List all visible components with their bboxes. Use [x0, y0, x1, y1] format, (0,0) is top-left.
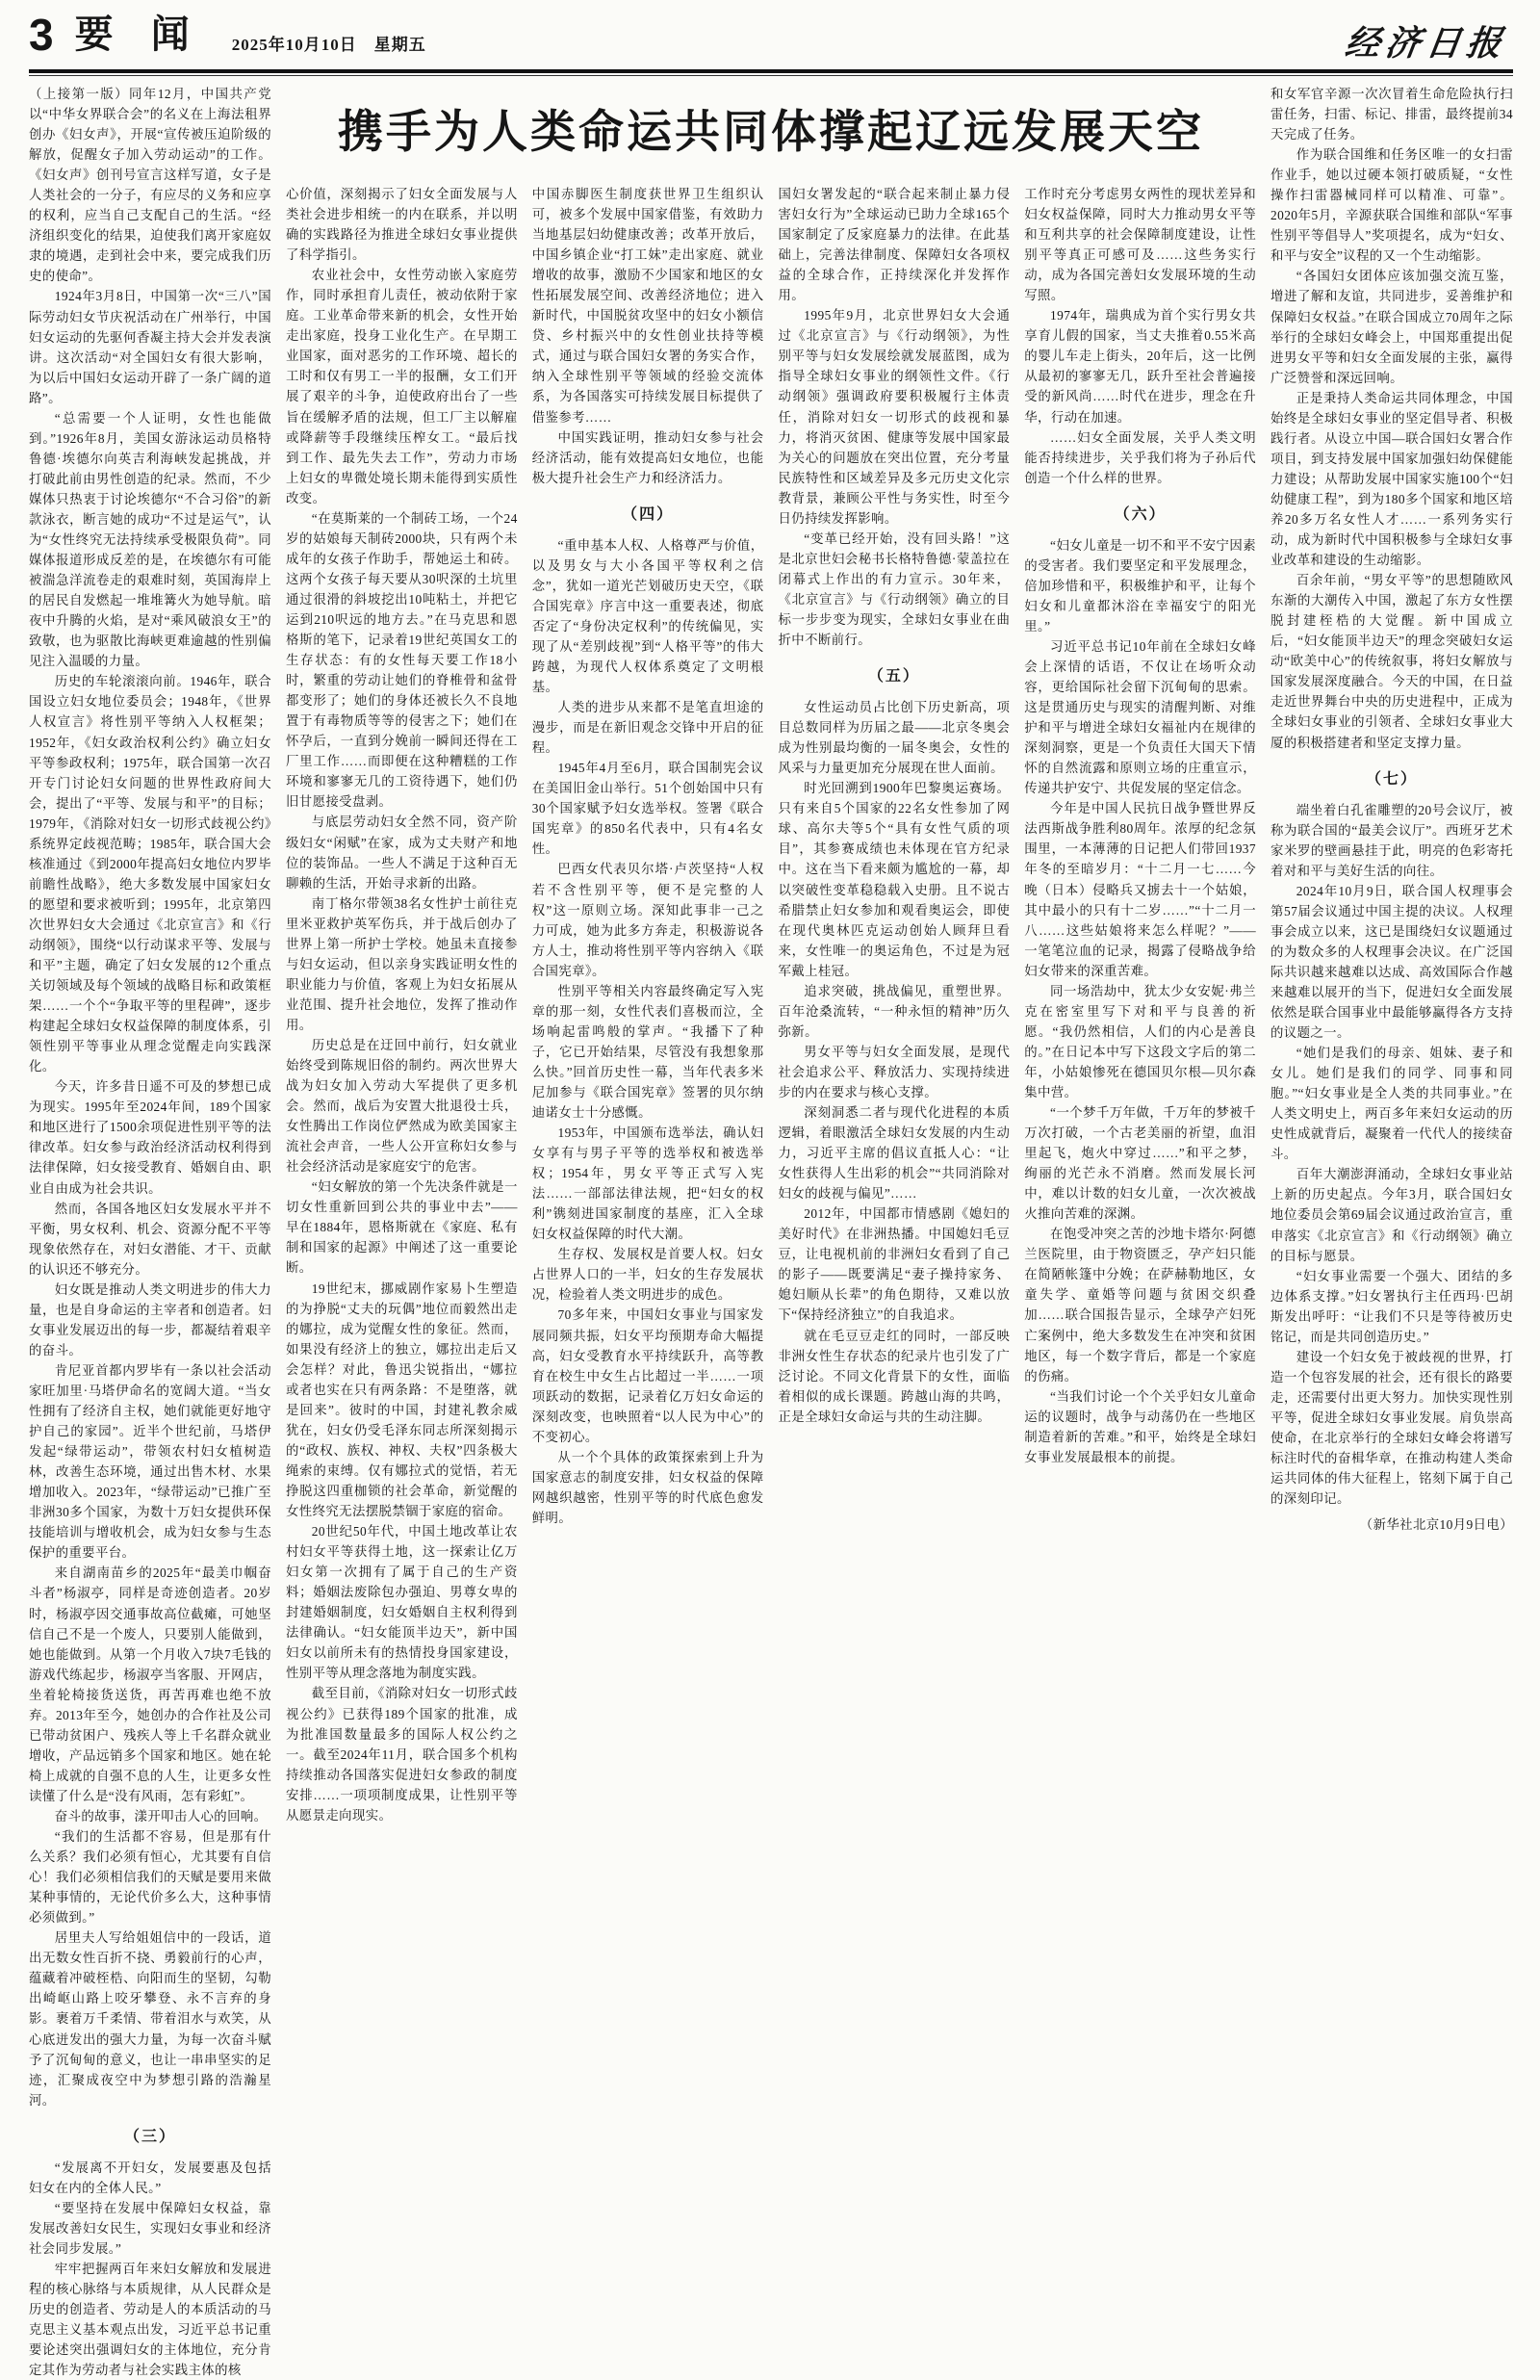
- paragraph: 生存权、发展权是首要人权。妇女占世界人口的一半，妇女的生存发展状况，检验着人类文明进步的成色。: [531, 1247, 764, 1303]
- page-number: 3: [29, 10, 54, 60]
- paragraph: “要坚持在发展中保障妇女权益，靠发展改善妇女民生，实现妇女事业和经济社会同步发展。”: [29, 2200, 271, 2256]
- paragraph: 然而，各国各地区妇女发展水平并不平衡，男女权利、机会、资源分配不平等现象依然存在，对妇女潜能、才干、贡献的认识还不够充分。: [29, 1201, 271, 1277]
- paragraph: 70多年来，中国妇女事业与国家发展同频共振，妇女平均预期寿命大幅提高，妇女受教育水平持续跃升，高等教育在校生中女生占比超过一半……一项项跃动的数据，记录着亿万妇女命运的深刻改变，也映照着“以人民为中心”的不变初心。: [531, 1307, 764, 1444]
- paragraph: 妇女既是推动人类文明进步的伟大力量，也是自身命运的主宰者和创造者。妇女事业发展迈出的每一步，都凝结着艰辛的奋斗。: [29, 1281, 271, 1358]
- paragraph: 来自湖南苗乡的2025年“最美巾帼奋斗者”杨淑亭，同样是奇迹创造者。20岁时，杨淑亭因交通事故高位截瘫，可她坚信自己不是一个废人，只要别人能做到，她也能做到。从第一个月收入7块7毛钱的游戏代练起步，杨淑亭当客服、开网店，坐着轮椅接货送货，再苦再难也绝不放弃。2013年至今，她创办的合作社及公司已带动贫困户、残疾人等上千名群众就业增收，产品远销多个国家和地区。她在轮椅上成就的自强不息的人生，让更多女性读懂了什么是“没有风雨，怎有彩虹”。: [29, 1565, 271, 1803]
- paragraph: 今天，许多昔日遥不可及的梦想已成为现实。1995年至2024年间，189个国家和地区进行了1500余项促进性别平等的法律改革。妇女参与政治经济活动权利得到法律保障，妇女接受教育、婚姻自由、职业自由成为社会共识。: [29, 1079, 271, 1196]
- section-marker: （六）: [1114, 505, 1167, 523]
- paragraph: （上接第一版）同年12月，中国共产党以“中华女界联合会”的名义在上海法租界创办《妇女声》，开展“宣传被压迫阶级的解放，促醒女子加入劳动运动”的工作。《妇女声》创刊号宣言这样写道，女子是人类社会的一分子，有应尽的义务和应享的权利，应当自己支配自己的生活。“经济组织变化的结果，迫使我们离开家庭奴隶的境遇，走到社会中来，要完成我们历史的使命”。: [29, 87, 271, 284]
- paragraph: 从一个个具体的政策探索到上升为国家意志的制度安排，妇女权益的保障网越织越密，性别平等的时代底色愈发鲜明。: [531, 1449, 764, 1525]
- main-headline: 携手为人类命运共同体撑起辽远发展天空: [338, 106, 1204, 157]
- paragraph: “各国妇女团体应该加强交流互鉴，增进了解和友谊，共同进步，妥善维护和保障妇女权益。”在联合国成立70周年之际举行的全球妇女峰会上，中国郑重提出促进男女平等和妇女全面发展的主张，赢得广泛赞誉和深远回响。: [1270, 269, 1513, 385]
- headline-and-columns: [286, 84, 1256, 2163]
- section-marker: （三）: [123, 2128, 176, 2145]
- paragraph: 国妇女署发起的“联合起来制止暴力侵害妇女行为”全球运动已助力全球165个国家制定了反家庭暴力的法律。在此基础上，完善法律制度、保障妇女各项权益的全球合作，正持续深化并发挥作用。: [778, 187, 1011, 303]
- article-body: [29, 84, 1513, 2378]
- paragraph: “妇女解放的第一个先决条件就是一切女性重新回到公共的事业中去”——早在1884年，恩格斯就在《家庭、私有制和国家的起源》中阐述了这一重要论断。: [286, 1179, 518, 1276]
- paragraph: 习近平总书记10年前在全球妇女峰会上深情的话语，不仅让在场听众动容，更给国际社会留下沉甸甸的思索。这是贯通历史与现实的清醒判断、对维护和平与增进全球妇女福祉内在规律的深刻洞察，更是一个负责任大国天下情怀的自然流露和原则立场的庄重宣示，传递共护安宁、共促发展的坚定信念。: [1024, 638, 1256, 796]
- paragraph: 正是秉持人类命运共同体理念，中国始终是全球妇女事业的坚定倡导者、积极践行者。从设立中国—联合国妇女署合作项目，到支持发展中国家加强妇幼保健能力建设；从帮助发展中国家实施100个“妇幼健康工程”，到为180多个国家和地区培养20多万名女性人才……一系列务实行动，成为新时代中国积极参与全球妇女事业改革和建设的生动缩影。: [1270, 390, 1513, 568]
- paragraph: 男女平等与妇女全面发展，是现代社会追求公平、释放活力、实现持续进步的内在要求与核心支撑。: [778, 1044, 1011, 1099]
- paragraph: 百年大潮澎湃涌动，全球妇女事业站上新的历史起点。今年3月，联合国妇女地位委员会第69届会议通过政治宣言，重申落实《北京宣言》和《行动纲领》确立的目标与愿景。: [1270, 1167, 1513, 1263]
- paragraph: 中国赤脚医生制度获世界卫生组织认可，被多个发展中国家借鉴，有效助力当地基层妇幼健康改善；改革开放后，中国乡镇企业“打工妹”走出家庭、就业增收的故事，激励不少国家和地区的女性拓展发展空间、改善经济地位；进入新时代，中国脱贫攻坚中的妇女小额信贷、乡村振兴中的女性创业扶持等模式，通过与联合国妇女署的务实合作，纳入全球性别平等领域的经验交流体系，为各国落实可持续发展目标提供了借鉴参考……: [531, 187, 764, 425]
- text-column-1: [29, 84, 271, 2378]
- paragraph: “重申基本人权、人格尊严与价值，以及男女与大小各国平等权利之信念”，犹如一道光芒划破历史天空，《联合国宪章》序言中这一重要表述，彻底否定了“身份决定权利”的传统偏见，实现了从“差别歧视”到“人格平等”的伟大跨越，为现代人权体系奠定了文明根基。: [531, 537, 764, 695]
- paragraph: 1953年，中国颁布选举法，确认妇女享有与男子平等的选举权和被选举权；1954年，男女平等正式写入宪法……一部部法律法规，把“妇女的权利”镌刻进国家制度的基座，汇入全球妇女权益保障的时代大潮。: [531, 1125, 764, 1242]
- paragraph: 女性运动员占比创下历史新高，项目总数同样为历届之最——北京冬奥会成为性别最均衡的一届冬奥会，女性的风采与力量更加充分展现在世人面前。: [778, 700, 1011, 776]
- paragraph: 农业社会中，女性劳动嵌入家庭劳作，同时承担育儿责任，被动依附于家庭。工业革命带来新的机会，女性开始走出家庭，投身工业化生产。在早期工业国家，面对恶劣的工作环境、超长的工时和仅有男工一半的报酬，女工们开展了艰辛的斗争，迫使政府出台了一些旨在缓解矛盾的法规，但工厂主以解雇或降薪等手段继续压榨女工。“最后找到工作、最先失去工作”，劳动力市场上妇女的卑微处境长期未能得到实质性改变。: [286, 268, 518, 505]
- text-column-6: [1270, 84, 1513, 2163]
- paragraph: 追求突破，挑战偏见，重塑世界。百年沧桑流转，“一种永恒的精神”历久弥新。: [778, 983, 1011, 1039]
- paragraph: “总需要一个人证明，女性也能做到。”1926年8月，美国女游泳运动员格特鲁德·埃德尔向英吉利海峡发起挑战，并打破此前由男性创造的纪录。然而，不少媒体只热衷于讨论埃德尔“不合习俗”的新款泳衣，断言她的成功“不过是运气”，认为“女性终究无法持续承受极限负荷”。同媒体报道形成反差的是，在埃德尔有可能被湍急洋流卷走的艰难时刻，英国海岸上的居民自发燃起一堆堆篝火为她导航。暗夜中升腾的火焰，是对“乘风破浪女王”的致敬，也为驱散比海峡更难逾越的性别偏见注入温暖的力量。: [29, 410, 271, 669]
- paragraph: “她们是我们的母亲、姐妹、妻子和女儿。她们是我们的同学、同事和同胞。”“妇女事业是全人类的共同事业。”在人类文明史上，两百多年来妇女运动的历史性成就背后，凝聚着一代代人的接续奋斗。: [1270, 1046, 1513, 1162]
- paragraph: 1995年9月，北京世界妇女大会通过《北京宣言》与《行动纲领》，为性别平等与妇女发展绘就发展蓝图，成为指导全球妇女事业的纲领性文件。《行动纲领》强调政府要积极履行主体责任，消除对妇女一切形式的歧视和暴力，将消灭贫困、健康等发展中国家最为关心的问题放在突出位置，充分考量民族特性和区域差异及多元历史文化宗教背景，兼顾公平性与务实性，时至今日仍持续发挥影响。: [778, 308, 1011, 526]
- section-marker: （四）: [622, 505, 675, 523]
- paragraph: 1974年，瑞典成为首个实行男女共享育儿假的国家，当丈夫推着0.55米高的婴儿车走上街头，20年后，这一比例从最初的寥寥无几，跃升至社会普遍接受的新风尚……时代在进步，理念在升华，行动在加速。: [1024, 308, 1256, 425]
- paragraph: 中国实践证明，推动妇女参与社会经济活动，能有效提高妇女地位，也能极大提升社会生产力和经济活力。: [531, 429, 764, 485]
- paragraph: 截至目前，《消除对妇女一切形式歧视公约》已获得189个国家的批准，成为批准国数量最多的国际人权公约之一。截至2024年11月，联合国多个机构持续推动各国落实促进妇女参政的制度安排……一项项制度成果，让性别平等从愿景走向现实。: [286, 1686, 518, 1823]
- paragraph: “我们的生活都不容易，但是那有什么关系？我们必须有恒心，尤其要有自信心！我们必须相信我们的天赋是要用来做某种事情的，无论代价多么大，这种事情必须做到。”: [29, 1829, 271, 1926]
- paragraph: 端坐着白孔雀雕塑的20号会议厅，被称为联合国的“最美会议厅”。西班牙艺术家米罗的壁画悬挂于此，明亮的色彩寄托着对和平与美好生活的向往。: [1270, 802, 1513, 878]
- paragraph: 时光回溯到1900年巴黎奥运赛场。只有来自5个国家的22名女性参加了网球、高尔夫等5个“具有女性气质的项目”，其参赛成绩也未体现在官方纪录中。这在当下看来颇为尴尬的一幕，却以突破性变革稳稳载入史册。且不说古希腊禁止妇女参加和观看奥运会，即使在现代奥林匹克运动创始人顾拜旦看来，女性唯一的奥运角色，不过是为冠军戴上桂冠。: [778, 781, 1011, 978]
- section-marker: （五）: [867, 668, 920, 686]
- paragraph: 百余年前，“男女平等”的思想随欧风东渐的大潮传入中国，激起了东方女性摆脱封建桎梏的大觉醒。新中国成立后，“妇女能顶半边天”的理念突破妇女运动“欧美中心”的传统叙事，将妇女解放与国家发展深度融合。今天的中国，在日益走近世界舞台中央的历史进程中，正成为全球妇女事业的引领者、全球妇女事业大厦的积极搭建者和坚定支撑力量。: [1270, 573, 1513, 750]
- paragraph: 同一场浩劫中，犹太少女安妮·弗兰克在密室里写下对和平与良善的祈愿。“我仍然相信，人们的内心是善良的。”在日记本中写下这段文字后的第二年，小姑娘惨死在德国贝尔根—贝尔森集中营。: [1024, 983, 1256, 1099]
- paragraph: 作为联合国维和任务区唯一的女扫雷作业手，她以过硬本领打破质疑，“女性操作扫雷器械同样可以精准、可靠”。2020年5月，辛源获联合国维和部队“军事性别平等倡导人”奖项提名，成为“妇女、和平与安全”议程的又一个生动缩影。: [1270, 147, 1513, 264]
- paragraph: “在莫斯莱的一个制砖工场，一个24岁的姑娘每天制砖2000块，只有两个未成年的女孩子作助手，帮她运土和砖。这两个女孩子每天要从30呎深的土坑里通过很滑的斜坡挖出10吨粘土，并把它运到210呎远的地方去。”在马克思和恩格斯的笔下，记录着19世纪英国女工的生存状态：有的女性每天要工作18小时，繁重的劳动让她们的脊椎骨和盆骨都变形了；她们的身体还被长久不良地置于有毒物质等等的侵害之下；她们在怀孕后，一直到分娩前一瞬间还得在工厂里工作……而即便在这种糟糕的工作环境和寥寥无几的工资待遇下，她们仍旧甘愿接受盘剥。: [286, 510, 518, 810]
- paragraph: 20世纪50年代，中国土地改革让农村妇女平等获得土地，这一探索让亿万妇女第一次拥有了属于自己的生产资料；婚姻法废除包办强迫、男尊女卑的封建婚姻制度，妇女婚姻自主权利得到法律确认。“妇女能顶半边天”，新中国妇女以前所未有的热情投身国家建设，性别平等从理念落地为制度实践。: [286, 1524, 518, 1681]
- date-line: 2025年10月10日 星期五: [231, 36, 426, 54]
- paragraph: 深刻洞悉二者与现代化进程的本质逻辑，着眼激活全球妇女发展的内生动力，习近平主席的倡议直抵人心：“让女性获得人生出彩的机会”“共同消除对妇女的歧视与偏见”……: [778, 1105, 1011, 1202]
- paragraph: 建设一个妇女免于被歧视的世界，打造一个包容发展的社会，还有很长的路要走，还需要付出更大努力。加快实现性别平等，促进全球妇女事业发展。肩负崇高使命，在北京举行的全球妇女峰会将谱写标注时代的奋楫华章，在推动构建人类命运共同体的伟大征程上，铭刻下属于自己的深刻印记。: [1270, 1349, 1513, 1507]
- paragraph: 工作时充分考虑男女两性的现状差异和妇女权益保障，同时大力推动男女平等和互利共享的社会保障制度建设，让性别平等真正可感可及……这些务实行动，成为各国完善妇女发展环境的生动写照。: [1024, 187, 1256, 303]
- paragraph: ……妇女全面发展，关乎人类文明能否持续进步，关乎我们将为子孙后代创造一个什么样的世界。: [1024, 429, 1256, 485]
- paragraph: “妇女事业需要一个强大、团结的多边体系支撑。”妇女署执行主任西玛·巴胡斯发出呼吁：“让我们不只是等待被历史铭记，而是共同创造历史。”: [1270, 1268, 1513, 1344]
- paragraph: “妇女儿童是一切不和平不安宁因素的受害者。我们要坚定和平发展理念，倍加珍惜和平，积极维护和平，让每个妇女和儿童都沐浴在幸福安宁的阳光里。”: [1024, 537, 1256, 634]
- text-column-5: [1024, 184, 1256, 2163]
- header-rule-thick: [29, 69, 1513, 73]
- paragraph: 和女军官辛源一次次冒着生命危险执行扫雷任务，扫雷、标记、排雷，最终提前34天完成了任务。: [1270, 87, 1513, 142]
- section-marker: （七）: [1365, 770, 1418, 788]
- paragraph: 历史的车轮滚滚向前。1946年，联合国设立妇女地位委员会；1948年，《世界人权宣言》将性别平等纳入人权框架；1952年，《妇女政治权利公约》确立妇女平等参政权利；1975年，联合国第一次召开专门讨论妇女问题的世界性政府间大会，提出了“平等、发展与和平”的目标；1979年，《消除对妇女一切形式歧视公约》系统界定歧视范畴；1985年，联合国大会核准通过《到2000年提高妇女地位内罗毕前瞻性战略》，绝大多数发展中国家妇女的愿望和要求被听到；1995年，北京第四次世界妇女大会通过《北京宣言》和《行动纲领》，围绕“以行动谋求平等、发展与和平”主题，确定了妇女发展的12个重点关切领域及每个领域的战略目标和政策框架……一个个“争取平等的里程碑”，逐步构建起全球妇女权益保障的制度体系，引领性别平等事业从理念觉醒走向实践深化。: [29, 674, 271, 1074]
- paragraph: 奋斗的故事，漾开叩击人心的回响。: [54, 1808, 268, 1824]
- paragraph: “变革已经开始，没有回头路！”这是北京世妇会秘书长格特鲁德·蒙盖拉在闭幕式上作出的有力宣示。30年来，《北京宣言》与《行动纲领》确立的目标一步步变为现实，全球妇女事业在曲折中不断前行。: [778, 530, 1011, 648]
- paragraph: 肯尼亚首都内罗毕有一条以社会活动家旺加里·马塔伊命名的宽阔大道。“当女性拥有了经济自主权，她们就能更好地守护自己的家园”。近半个世纪前，马塔伊发起“绿带运动”，带领农村妇女植树造林，改善生态环境，通过出售木材、水果增加收入。2023年，“绿带运动”已推广至非洲30多个国家，为数十万妇女提供环保技能培训与增收机会，成为妇女参与生态保护的重要平台。: [29, 1362, 271, 1561]
- text-column-4: [779, 184, 1011, 2163]
- paragraph: 2012年，中国都市情感剧《媳妇的美好时代》在非洲热播。中国媳妇毛豆豆，让电视机前的非洲妇女看到了自己的影子——既要满足“妻子操持家务、媳妇顺从长辈”的角色期待，又难以放下“保持经济独立”的自我追求。: [778, 1206, 1011, 1323]
- paragraph: 就在毛豆豆走红的同时，一部反映非洲女性生存状态的纪录片也引发了广泛讨论。不同文化背景下的女性，面临着相似的成长课题。跨越山海的共鸣，正是全球妇女命运与共的生动注脚。: [778, 1328, 1011, 1424]
- paragraph: 巴西女代表贝尔塔·卢茨坚持“人权若不含性别平等，便不是完整的人权”这一原则立场。深知此事非一己之力可成，她为此多方奔走，积极游说各方人士，推动将性别平等内容纳入《联合国宪章》。: [531, 862, 764, 978]
- paragraph: 性别平等相关内容最终确定写入宪章的那一刻，女性代表们喜极而泣，全场响起雷鸣般的掌声。“我播下了种子，它已开始结果，尽管没有我想象那么快。”回首历史性一幕，当年代表多米尼加参与《联合国宪章》签署的贝尔纳迪诺女士十分感慨。: [531, 983, 764, 1121]
- page-header: [29, 10, 1513, 64]
- paragraph: 在饱受冲突之苦的沙地卡塔尔·阿德兰医院里，由于物资匮乏，孕产妇只能在简陋帐篷中分娩；在萨赫勒地区，女童失学、童婚等问题与贫困交织叠加……联合国报告显示，全球孕产妇死亡案例中，绝大多数发生在冲突和贫困地区，每一个数字背后，都是一个家庭的伤痛。: [1024, 1227, 1256, 1384]
- paragraph: 居里夫人写给姐姐信中的一段话，道出无数女性百折不挠、勇毅前行的心声，蕴藏着冲破桎梏、向阳而生的坚韧，勾勒出崎岖山路上咬牙攀登、永不言弃的身影。裹着万千柔情、带着泪水与欢笑，从心底迸发出的强大力量，为每一次奋斗赋予了沉甸甸的意义，也让一串串坚实的足迹，汇聚成夜空中为梦想引路的浩瀚星河。: [29, 1930, 271, 2108]
- text-column-2: [286, 184, 518, 2163]
- paragraph: 牢牢把握两百年来妇女解放和发展进程的核心脉络与本质规律，从人民群众是历史的创造者、劳动是人的本质活动的马克思主义基本观点出发，习近平总书记重要论述突出强调妇女的主体地位，充分肯定其作为劳动者与社会实践主体的核: [29, 2261, 271, 2378]
- paragraph: 心价值，深刻揭示了妇女全面发展与人类社会进步相统一的内在联系，并以明确的实践路径为推进全球妇女事业提供了科学指引。: [286, 187, 518, 263]
- paragraph: “发展离不开妇女，发展要惠及包括妇女在内的全体人民。”: [29, 2160, 271, 2195]
- middle-columns: [286, 184, 1256, 2163]
- section-title: 要 闻: [74, 13, 203, 56]
- paragraph: 2024年10月9日，联合国人权理事会第57届会议通过中国主提的决议。人权理事会成立以来，这已是围绕妇女议题通过的为数众多的人权理事会决议。在广泛国际共识越来越难以达成、高效国际合作越来越难以展开的当下，促进妇女全面发展依然是联合国事业中最能够赢得各方支持的议题之一。: [1270, 883, 1513, 1041]
- paragraph: 历史总是在迂回中前行，妇女就业始终受到陈规旧俗的制约。两次世界大战为妇女加入劳动大军提供了更多机会。然而，战后为安置大批退役士兵，女性腾出工作岗位俨然成为欧美国家主流社会声音，一些人公开宣称妇女参与社会经济活动是家庭安宁的危害。: [286, 1037, 518, 1175]
- paragraph: 19世纪末，挪威剧作家易卜生塑造的为挣脱“丈夫的玩偶”地位而毅然出走的娜拉，成为觉醒女性的象征。然而，如果没有经济上的独立，娜拉出走后又会怎样？对此，鲁迅尖锐指出，“娜拉或者也实在只有两条路：不是堕落，就是回来”。彼时的中国，封建礼教余威犹在，妇女仍受毛泽东同志所深刻揭示的“政权、族权、神权、夫权”四条极大绳索的束缚。仅有娜拉式的觉悟，若无挣脱这四重枷锁的社会革命，新觉醒的女性终究无法摆脱禁锢于家庭的宿命。: [286, 1281, 518, 1519]
- paragraph: 1924年3月8日，中国第一次“三八”国际劳动妇女节庆祝活动在广州举行，中国妇女运动的先驱何香凝主持大会并发表演讲。这次活动“对全国妇女有很大影响，为以后中国妇女运动开辟了一条广阔的道路”。: [29, 289, 271, 405]
- newspaper-masthead: 经济日报: [1342, 24, 1510, 63]
- paragraph: 与底层劳动妇女全然不同，资产阶级妇女“闲赋”在家，成为丈夫财产和地位的装饰品。一些人不满足于这种百无聊赖的生活，开始寻求新的出路。: [286, 815, 518, 891]
- paragraph: 1945年4月至6月，联合国制宪会议在美国旧金山举行。51个创始国中只有30个国家赋予妇女选举权。签署《联合国宪章》的850名代表中，只有4名女性。: [531, 761, 764, 857]
- paragraph: 南丁格尔带领38名女性护士前往克里米亚救护英军伤兵，并于战后创办了世界上第一所护士学校。她虽未直接参与妇女运动，但以亲身实践证明女性的职业能力与价值，客观上为妇女拓展从业范围、提升社会地位，发挥了推动作用。: [286, 895, 518, 1032]
- wire-attribution: （新华社北京10月9日电）: [1359, 1517, 1513, 1533]
- paragraph: “一个梦千万年做，千万年的梦被千万次打破，一个古老美丽的祈望，血泪里起飞，炮火中穿过……”和平之梦，绚丽的光芒永不消磨。然而发展长河中，难以计数的妇女儿童，一次次被战火推向苦难的深渊。: [1024, 1105, 1256, 1222]
- paragraph: 今年是中国人民抗日战争暨世界反法西斯战争胜利80周年。浓厚的纪念氛围里，一本薄薄的日记把人们带回1937年冬的至暗岁月：“十二月一七……今晚（日本）侵略兵又掳去十一个姑娘，其中最小的只有十二岁……”“十二月一八……这些姑娘将来怎么样呢？”——一笔笔泣血的记录，揭露了侵略战争给妇女带来的深重苦难。: [1024, 801, 1256, 978]
- text-column-3: [532, 184, 764, 2163]
- paragraph: 人类的进步从来都不是笔直坦途的漫步，而是在新旧观念交锋中开启的征程。: [531, 700, 764, 756]
- header-rule-thin: [29, 75, 1513, 76]
- paragraph: “当我们讨论一个个关乎妇女儿童命运的议题时，战争与动荡仍在一些地区制造着新的苦难。”和平，始终是全球妇女事业发展最根本的前提。: [1024, 1388, 1256, 1464]
